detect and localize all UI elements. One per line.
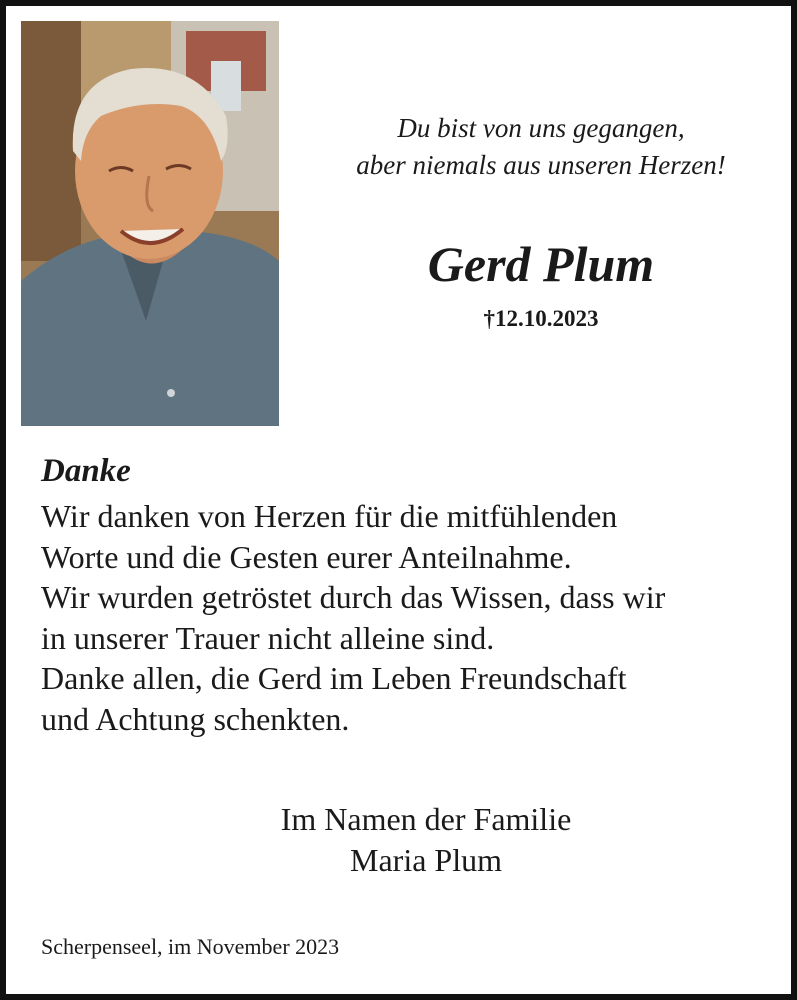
thanks-line: Wir danken von Herzen für die mitfühlenden bbox=[41, 498, 618, 534]
place-and-date: Scherpenseel, im November 2023 bbox=[41, 934, 340, 959]
thanks-line: in unserer Trauer nicht alleine sind. bbox=[41, 619, 495, 656]
signature-line-2: Maria Plum bbox=[350, 842, 502, 878]
memorial-quote bbox=[296, 110, 786, 184]
portrait-photo bbox=[21, 21, 279, 426]
family-signature bbox=[106, 799, 746, 881]
thanks-line: Danke allen, die Gerd im Leben Freundschaft bbox=[41, 660, 627, 696]
thanks-line: und Achtung schenkten. bbox=[41, 700, 350, 737]
quote-line-1: Du bist von uns gegangen, bbox=[397, 113, 685, 143]
death-date: †12.10.2023 bbox=[483, 306, 599, 331]
signature-line-1: Im Namen der Familie bbox=[280, 801, 572, 837]
deceased-name: Gerd Plum bbox=[427, 236, 655, 292]
portrait-illustration bbox=[21, 21, 279, 426]
thanks-line: Wir wurden getröstet durch das Wissen, dass wir bbox=[41, 579, 666, 615]
quote-line-2: aber niemals aus unseren Herzen! bbox=[356, 150, 726, 180]
thanks-text bbox=[41, 496, 791, 739]
thanks-heading: Danke bbox=[41, 453, 131, 489]
thanks-line: Worte und die Gesten eurer Anteilnahme. bbox=[41, 538, 572, 575]
